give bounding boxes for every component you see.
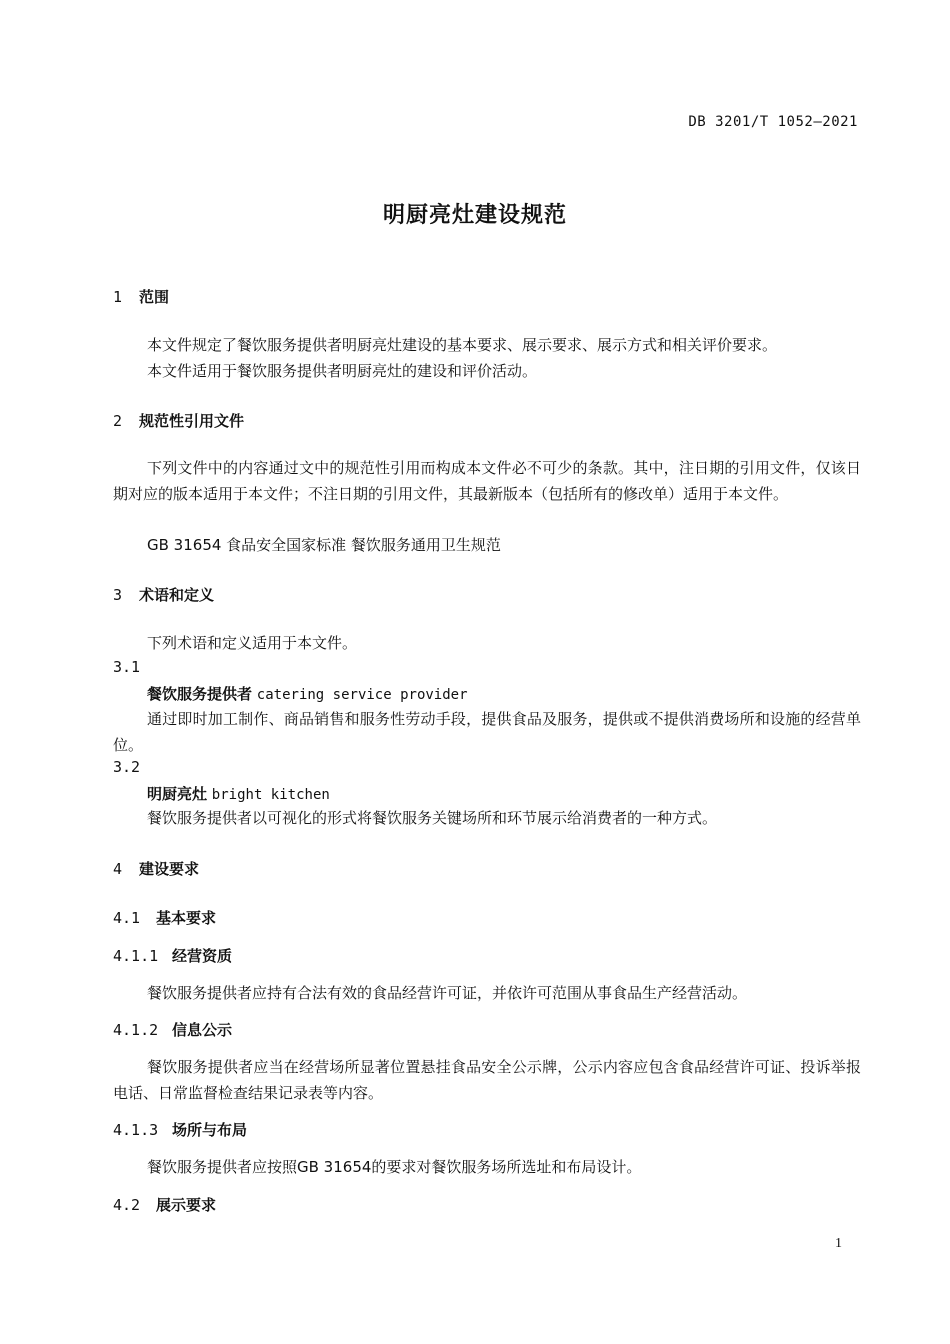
clause-heading xyxy=(113,1119,247,1140)
term-entry xyxy=(147,683,468,704)
term-number: 3.1 xyxy=(113,658,141,676)
section-number: 2 xyxy=(113,412,123,430)
normative-reference: GB 31654 食品安全国家标准 餐饮服务通用卫生规范 xyxy=(147,536,501,554)
subsection-heading xyxy=(113,1194,216,1215)
section-number: 3 xyxy=(113,586,123,604)
section-number: 4.2 xyxy=(113,1196,141,1214)
term-zh: 餐饮服务提供者 xyxy=(147,685,253,703)
clause-heading xyxy=(113,945,232,966)
term-number: 3.2 xyxy=(113,758,141,776)
section-title: 术语和定义 xyxy=(139,586,215,604)
paragraph: 餐饮服务提供者应持有合法有效的食品经营许可证，并依许可范围从事食品生产经营活动。 xyxy=(147,984,748,1002)
section-title: 展示要求 xyxy=(156,1196,217,1214)
term-entry xyxy=(147,783,330,804)
term-definition: 通过即时加工制作、商品销售和服务性劳动手段，提供食品及服务，提供或不提供消费场所和设施的经营单位。 xyxy=(113,710,861,754)
subsection-heading xyxy=(113,907,216,928)
section-3-heading xyxy=(113,584,214,605)
section-title: 信息公示 xyxy=(172,1021,233,1039)
paragraph: 下列术语和定义适用于本文件。 xyxy=(147,634,358,652)
section-title: 基本要求 xyxy=(156,909,217,927)
section-2-heading xyxy=(113,410,244,431)
term-en: bright kitchen xyxy=(211,787,330,803)
section-title: 规范性引用文件 xyxy=(139,412,245,430)
page-number: 1 xyxy=(835,1236,842,1251)
term-zh: 明厨亮灶 xyxy=(147,785,208,803)
document-title: 明厨亮灶建设规范 xyxy=(382,203,567,228)
term-definition: 餐饮服务提供者以可视化的形式将餐饮服务关键场所和环节展示给消费者的一种方式。 xyxy=(147,809,718,827)
paragraph: 本文件适用于餐饮服务提供者明厨亮灶的建设和评价活动。 xyxy=(147,362,538,380)
section-number: 4.1.1 xyxy=(113,947,159,965)
clause-heading xyxy=(113,1019,232,1040)
paragraph: 本文件规定了餐饮服务提供者明厨亮灶建设的基本要求、展示要求、展示方式和相关评价要求。 xyxy=(147,336,778,354)
section-1-heading xyxy=(113,286,169,307)
section-title: 场所与布局 xyxy=(172,1121,248,1139)
section-number: 4 xyxy=(113,860,123,878)
standard-code: DB 3201/T 1052—2021 xyxy=(688,114,858,130)
section-title: 范围 xyxy=(139,288,170,306)
term-en: catering service provider xyxy=(256,687,468,703)
section-4-heading xyxy=(113,858,199,879)
section-title: 建设要求 xyxy=(139,860,200,878)
section-number: 4.1.3 xyxy=(113,1121,159,1139)
section-number: 4.1 xyxy=(113,909,141,927)
paragraph: 下列文件中的内容通过文中的规范性引用而构成本文件必不可少的条款。其中，注日期的引用文件，仅该日期对应的版本适用于本文件；不注日期的引用文件，其最新版本（包括所有的修改单）适用于本文件。 xyxy=(113,459,861,503)
paragraph: 餐饮服务提供者应当在经营场所显著位置悬挂食品安全公示牌，公示内容应包含食品经营许可证、投诉举报电话、日常监督检查结果记录表等内容。 xyxy=(113,1058,861,1102)
section-title: 经营资质 xyxy=(172,947,233,965)
section-number: 4.1.2 xyxy=(113,1021,159,1039)
section-number: 1 xyxy=(113,288,123,306)
paragraph: 餐饮服务提供者应按照GB 31654的要求对餐饮服务场所选址和布局设计。 xyxy=(147,1158,642,1176)
